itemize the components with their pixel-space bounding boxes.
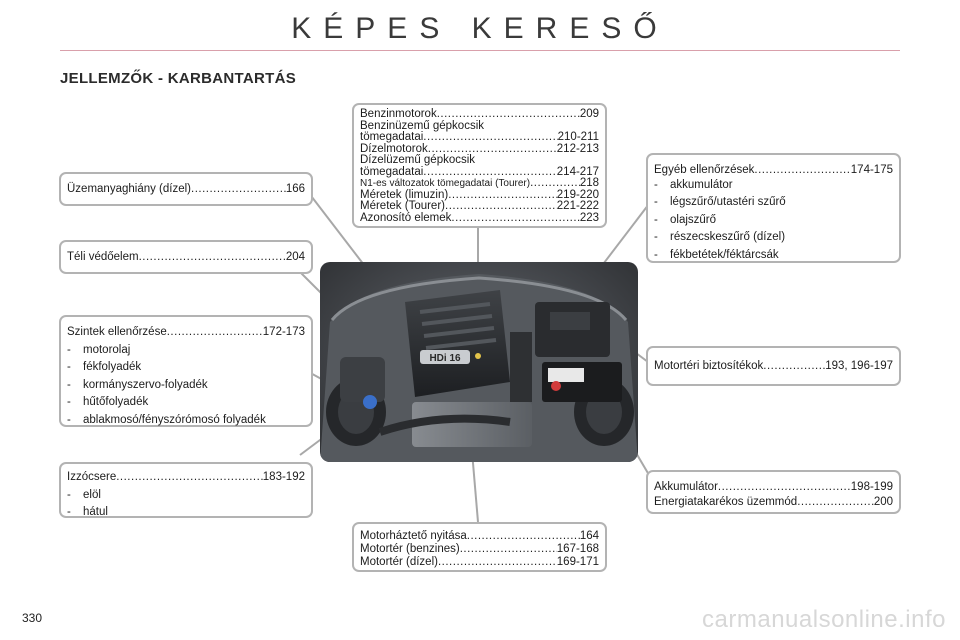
callout-fuel-shortage [59,172,313,206]
dot-leader [437,109,580,121]
item-text: motorolaj [83,343,131,356]
list-item: - ablakmosó/fényszórómosó folyadék [67,413,266,426]
item-text: elöl [83,488,101,501]
page-ref[interactable]: 164 [579,530,599,542]
dot-leader [423,132,557,144]
item-text: hátul [83,506,108,518]
callout-row [360,530,599,543]
dot-leader [191,182,286,197]
dot-leader [423,167,556,179]
row-label: Energiatakarékos üzemmód [654,495,798,508]
callout-winter-guard [59,240,313,274]
page-ref[interactable]: 198-199 [850,481,893,493]
item-text: ablakmosó/fényszórómosó folyadék [83,413,266,426]
dot-leader [448,190,557,202]
row-label: Motortér (dízel) [360,556,438,568]
item-text: akkumulátor [670,178,733,191]
callout-row [654,163,893,178]
row-label: Dízelüzemű gépkocsik [360,154,476,166]
row-label: Dízelmotorok [360,142,428,155]
page-ref[interactable]: 209 [579,108,599,120]
callout-engine-specs [352,103,607,228]
callout-row [67,325,305,340]
section-title: JELLEMZŐK - KARBANTARTÁS [60,70,297,87]
list-item: - hátul [67,506,108,518]
page-ref[interactable]: 172-173 [262,326,305,338]
callout-bonnet [352,522,607,572]
item-text: hűtőfolyadék [83,396,149,408]
callout-row [360,543,599,556]
callout-row [654,359,893,374]
dot-leader [451,213,579,225]
row-label: Benzinmotorok [360,108,437,120]
page-title: KÉPES KERESŐ [291,12,669,45]
row-label: tömegadatai [360,131,424,143]
row-label: Méretek (limuzin) [360,188,449,201]
page-ref[interactable]: 166 [285,183,305,195]
page-ref[interactable]: 183-192 [262,471,305,483]
row-label: tömegadatai [360,165,424,178]
callout-engine-fuses [646,346,901,386]
callout-row [360,213,599,225]
dot-leader [116,470,263,485]
row-label: Azonosító elemek [360,211,452,224]
callout-row [360,201,599,213]
page-ref[interactable]: 167-168 [556,543,599,555]
dot-leader [754,163,850,178]
page-ref[interactable]: 169-171 [556,556,599,568]
row-label: N1-es változatok tömegadatai (Tourer) [360,178,531,189]
row-label: Benzinüzemű gépkocsik [360,119,485,132]
list-item: - fékfolyadék [67,361,142,373]
page-ref[interactable]: 174-175 [850,164,893,176]
callout-row [67,470,305,485]
row-label: Motortér (benzines) [360,543,460,555]
item-text: kormányszervo-folyadék [83,378,208,391]
dot-leader [718,480,851,495]
page-ref[interactable]: 219-220 [556,188,599,201]
dot-leader [467,530,580,543]
dot-leader [167,325,263,340]
dot-leader [530,178,580,190]
row-label: Méretek (Tourer) [360,200,445,212]
row-label: Akkumulátor [654,481,718,493]
engine-badge: HDi 16 [429,353,461,364]
row-label: Téli védőelem [67,251,139,263]
page-ref[interactable]: 223 [579,211,599,224]
row-label: Szintek ellenőrzése [67,326,167,338]
row-label: Motortéri biztosítékok [654,360,764,372]
callout-bulb-replacement [59,462,313,518]
page-ref[interactable]: 218 [579,177,599,189]
callout-row [654,495,893,510]
callout-battery [646,470,901,514]
callout-row [67,182,305,197]
item-text: fékfolyadék [83,361,142,373]
page-ref[interactable]: 200 [873,495,893,508]
page-ref[interactable]: 212-213 [556,142,599,155]
list-item: - részecskeszűrő (dízel) [654,231,786,243]
dot-leader [445,201,557,213]
dot-leader [438,556,557,569]
callout-row [360,132,599,144]
item-text: részecskeszűrő (dízel) [670,231,786,243]
dot-leader [139,250,286,265]
page-ref[interactable]: 221-222 [556,200,599,212]
callout-row [360,556,599,569]
page-ref[interactable]: 204 [285,251,305,263]
page-ref[interactable]: 193, 196-197 [825,360,893,372]
list-item: - motorolaj [67,343,131,356]
row-label: Motorháztető nyitása [360,530,467,542]
list-item: - kormányszervo-folyadék [67,378,208,391]
dot-leader [763,359,825,374]
callout-fluid-levels [59,315,313,427]
list-item: - fékbetétek/féktárcsák [654,248,779,261]
callout-row [360,167,599,179]
dot-leader [797,495,874,510]
list-item: - légszűrő/utastéri szűrő [654,196,786,208]
watermark: carmanualsonline.info [702,606,946,633]
item-text: légszűrő/utastéri szűrő [670,196,786,208]
item-text: olajszűrő [670,213,717,226]
callout-row [360,178,599,190]
list-item: - hűtőfolyadék [67,396,149,408]
list-item: - akkumulátor [654,178,733,191]
list-item: - olajszűrő [654,213,717,226]
row-label: Üzemanyaghiány (dízel) [67,183,192,195]
callout-row [360,155,599,167]
callout-row [67,250,305,265]
callout-row [654,480,893,495]
engine-bay-photo [320,262,638,462]
page-ref[interactable]: 214-217 [556,165,599,178]
callout-row [360,109,599,121]
page-number: 330 [22,611,43,625]
row-label: Egyéb ellenőrzések [654,164,755,176]
page-ref[interactable]: 210-211 [557,131,599,143]
item-text: fékbetétek/féktárcsák [670,248,779,261]
list-item: - elöl [67,488,101,501]
dot-leader [460,543,557,556]
row-label: Izzócsere [67,471,117,483]
callout-other-checks [646,153,901,263]
